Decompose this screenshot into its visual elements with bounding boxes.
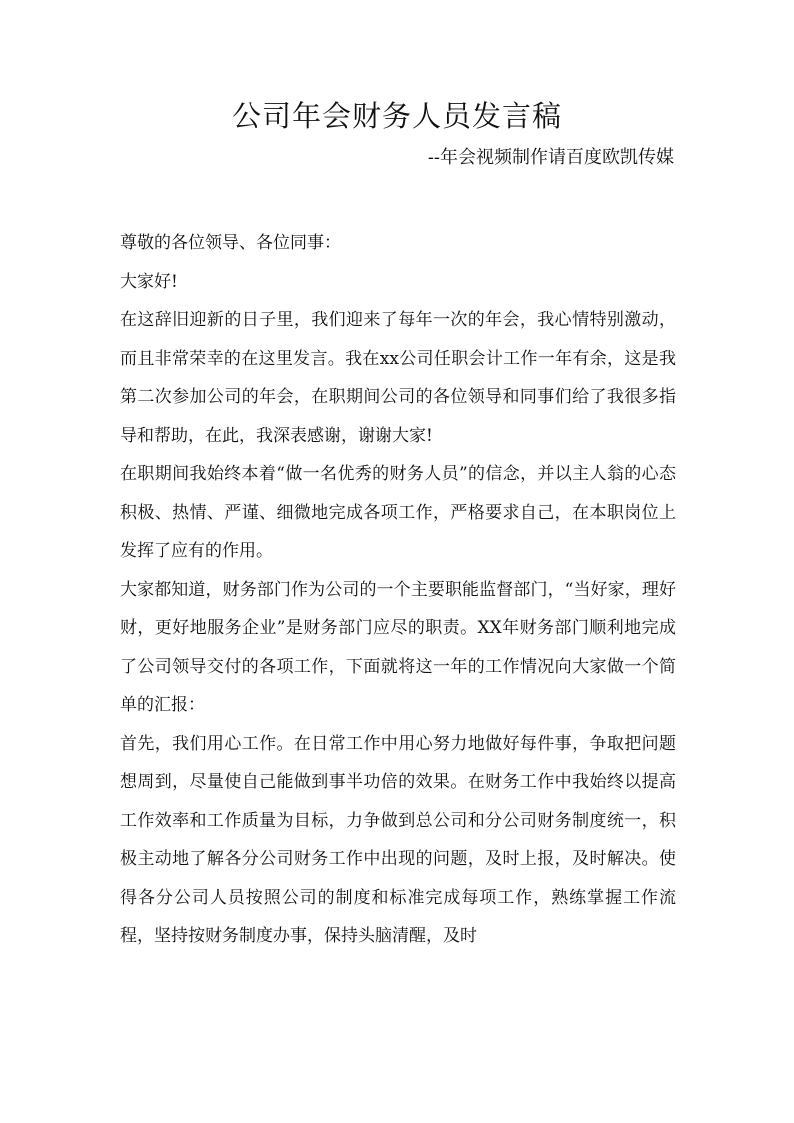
greeting-paragraph: 大家好! xyxy=(120,271,178,292)
body-paragraph: 在职期间我始终本着“做一名优秀的财务人员”的信念，并以主人翁的心态积极、热情、严谨、细微地完成各项工作，严格要求自己，在本职岗位上发挥了应有的作用。 xyxy=(120,464,676,561)
document-body xyxy=(120,224,676,956)
body-paragraph: 在这辞旧迎新的日子里，我们迎来了每年一次的年会，我心情特别激动，而且非常荣幸的在这里发言。我在xx公司任职会计工作一年有余，这是我第二次参加公司的年会，在职期间公司的各位领导和同事们给了我很多指导和帮助，在此，我深表感谢，谢谢大家! xyxy=(120,310,676,446)
salutation-paragraph: 尊敬的各位领导、各位同事： xyxy=(120,233,341,253)
document-title: 公司年会财务人员发言稿 xyxy=(231,99,562,133)
document-subtitle: --年会视频制作请百度欧凯传媒 xyxy=(427,147,674,168)
body-paragraph: 首先，我们用心工作。在日常工作中用心努力地做好每件事，争取把问题想周到，尽量使自己能做到事半功倍的效果。在财务工作中我始终以提高工作效率和工作质量为目标，力争做到总公司和分公司财务制度统一，积极主动地了解各分公司财务工作中出现的问题，及时上报，及时解决。使得各分公司人员按照公司的制度和标准完成每项工作，熟练掌握工作流程，坚持按财务制度办事，保持头脑清醒，及时 xyxy=(120,733,676,946)
body-paragraph: 大家都知道，财务部门作为公司的一个主要职能监督部门，“当好家，理好财，更好地服务企业”是财务部门应尽的职责。XX年财务部门顺利地完成了公司领导交付的各项工作，下面就将这一年的工作情况向大家做一个简单的汇报： xyxy=(120,579,676,715)
